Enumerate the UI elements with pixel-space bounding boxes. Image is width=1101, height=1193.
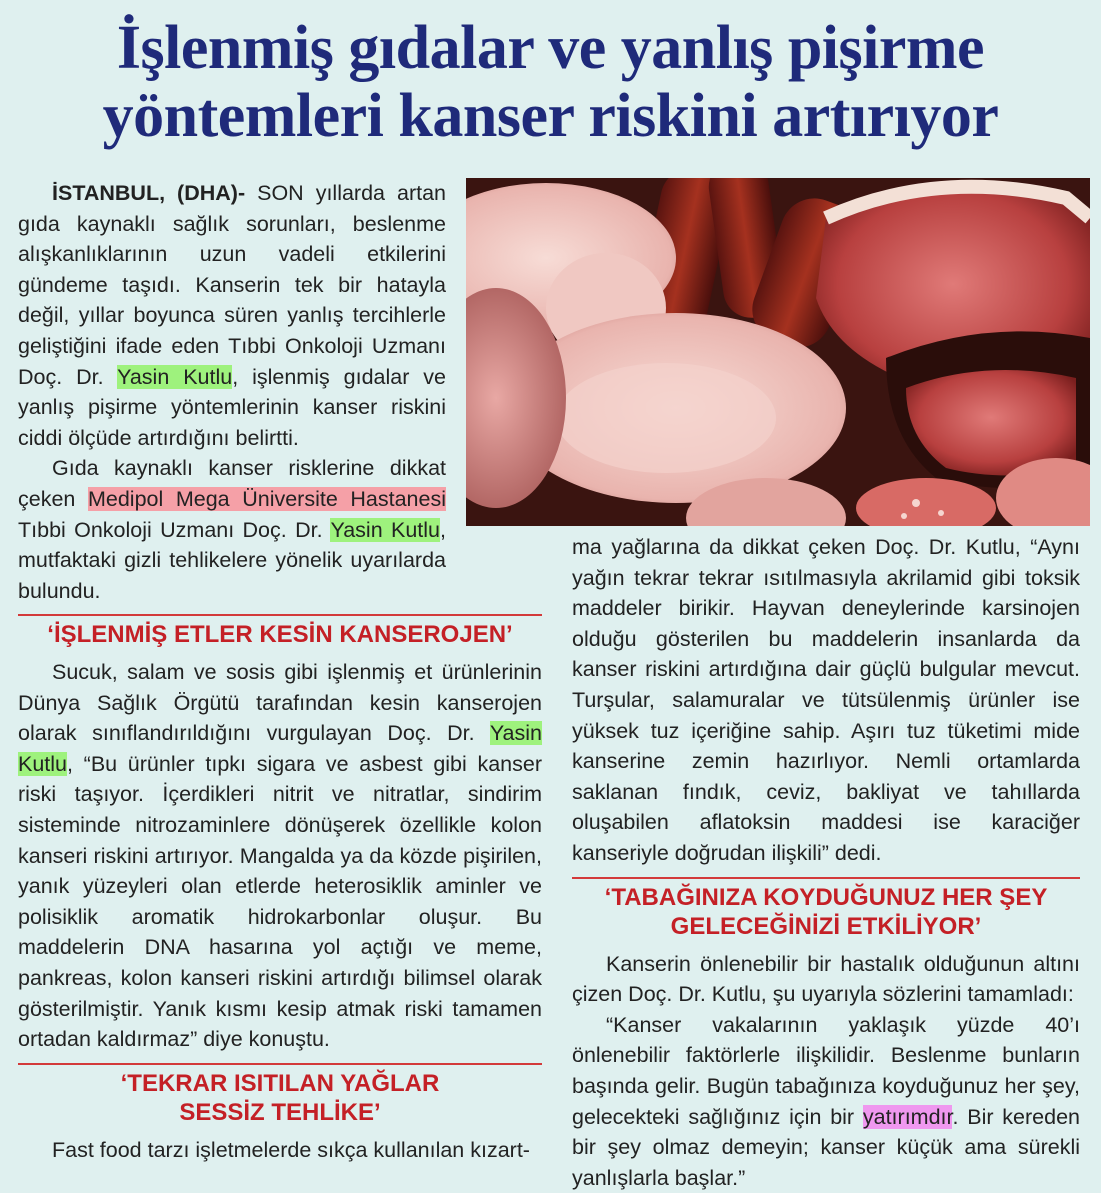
text: Gıda kaynaklı kanser risklerine dikkat çeken (18, 456, 446, 511)
paragraph-2 (18, 453, 446, 606)
text: . Bir kereden bir şey olmaz demeyin; kanser küçük ama sürekli yanlışlarla başlar.” (572, 1104, 1080, 1190)
headline-line-1: İşlenmiş gıdalar ve yanlış pişirme (116, 14, 985, 82)
subhead-reheated-oils: ‘TEKRAR ISITILAN YAĞLAR SESSİZ TEHLİKE’ (18, 1063, 542, 1127)
text: SON yıllarda artan gıda kaynaklı sağlık sorunları, beslenme alışkanlıklarının uzun vadeli etkilerini gündeme taşıdı. Kanserin tek bir hatayla değil, yıllar boyunca süren yanlış tercihlerle geliştiğini ifade eden Tıbbi Onkoloji Uzmanı Doç. Dr. (18, 181, 446, 389)
paragraph-3 (18, 657, 542, 1055)
dateline: İSTANBUL, (DHA)- (52, 181, 246, 205)
text: Sucuk, salam ve sosis gibi işlenmiş et ürünlerinin Dünya Sağlık Örgütü tarafından kesin kanserojen olarak sınıflandırıldığını vurgulayan Doç. Dr. (18, 660, 542, 746)
highlighted-hospital: Medipol Mega Üniversite Hastanesi (87, 486, 446, 511)
text: , mutfaktaki gizli tehlikelere yönelik uyarılarda bulundu. (18, 517, 446, 603)
paragraph-5: ma yağlarına da dikkat çeken Doç. Dr. Kutlu, “Aynı yağın tekrar tekrar ısıtılmasıyla akrilamid gibi toksik maddeler birikir. Hayvan deneylerinde karsinojen olduğu gösterilen bu maddelerin insanlarda da kanser riskini artırdığına dair güçlü bulgular mevcut. Turşular, salamuralar ve tütsülenmiş ürünler ise yüksek tuz içeriğine sahip. Aşırı tuz tüketimi mide kanserine zemin hazırlıyor. Nemli ortamlarda saklanan fındık, ceviz, bakliyat ve tahıllarda oluşabilen aflatoksin maddesi ise karaciğer kanseriyle doğrudan ilişkili” dedi. (572, 535, 1080, 865)
text: Tıbbi Onkoloji Uzmanı Doç. Dr. (18, 517, 331, 542)
meat-image (466, 178, 1090, 526)
text: “Kanser vakalarının yaklaşık yüzde 40’ı önlenebilir faktörlerle ilişkilidir. Beslenme bunların başında gelir. Bugün tabağınıza koyduğunuz her şey, gelecekteki sağlığınız için bir (572, 1012, 1080, 1129)
paragraph-4: Fast food tarzı işletmelerde sıkça kullanılan kızart- (52, 1137, 530, 1162)
subhead-processed-meats: ‘İŞLENMİŞ ETLER KESİN KANSEROJEN’ (18, 614, 542, 649)
highlighted-name: Yasin Kutlu (117, 364, 233, 389)
paragraph-6: Kanserin önlenebilir bir hastalık olduğunun altını çizen Doç. Dr. Kutlu, şu uyarıyla sözlerini tamamladı: (572, 951, 1080, 1007)
left-column (18, 178, 446, 606)
paragraph-1 (18, 178, 446, 453)
highlighted-name: Yasin Kutlu (18, 721, 542, 776)
left-column-lower (18, 606, 542, 1165)
subhead-your-plate: ‘TABAĞINIZA KOYDUĞUNUZ HER ŞEY GELECEĞİNİZİ ETKİLİYOR’ (572, 877, 1080, 941)
headline (10, 14, 1091, 150)
processed-meats-photo (466, 178, 1090, 526)
headline-line-2: yöntemleri kanser riskini artırıyor (102, 82, 999, 150)
paragraph-7 (572, 1010, 1080, 1193)
text: , işlenmiş gıdalar ve yanlış pişirme yöntemlerinin kanser riskini ciddi ölçüde artırdığını belirtti. (18, 364, 446, 450)
highlighted-name: Yasin Kutlu (330, 517, 441, 542)
right-column (572, 532, 1080, 1193)
text: , “Bu ürünler tıpkı sigara ve asbest gibi kanser riski taşıyor. İçerdikleri nitrit ve nitratlar, sindirim sisteminde nitrozaminlere dönüşerek özellikle kolon kanseri riskini artırıyor. Mangalda ya da közde pişirilen, yanık yüzeyleri olan etlerde heterosiklik aminler ve polisiklik aromatik hidrokarbonlar oluşur. Bu maddelerin DNA hasarına yol açtığı ve meme, pankreas, kolon kanseri riskini artırdığı bilimsel olarak gösterilmiştir. Yanık kısmı kesip atmak riski tamamen ortadan kaldırmaz” diye konuştu. (18, 751, 542, 1052)
highlighted-word: yatırımdır (862, 1104, 953, 1129)
